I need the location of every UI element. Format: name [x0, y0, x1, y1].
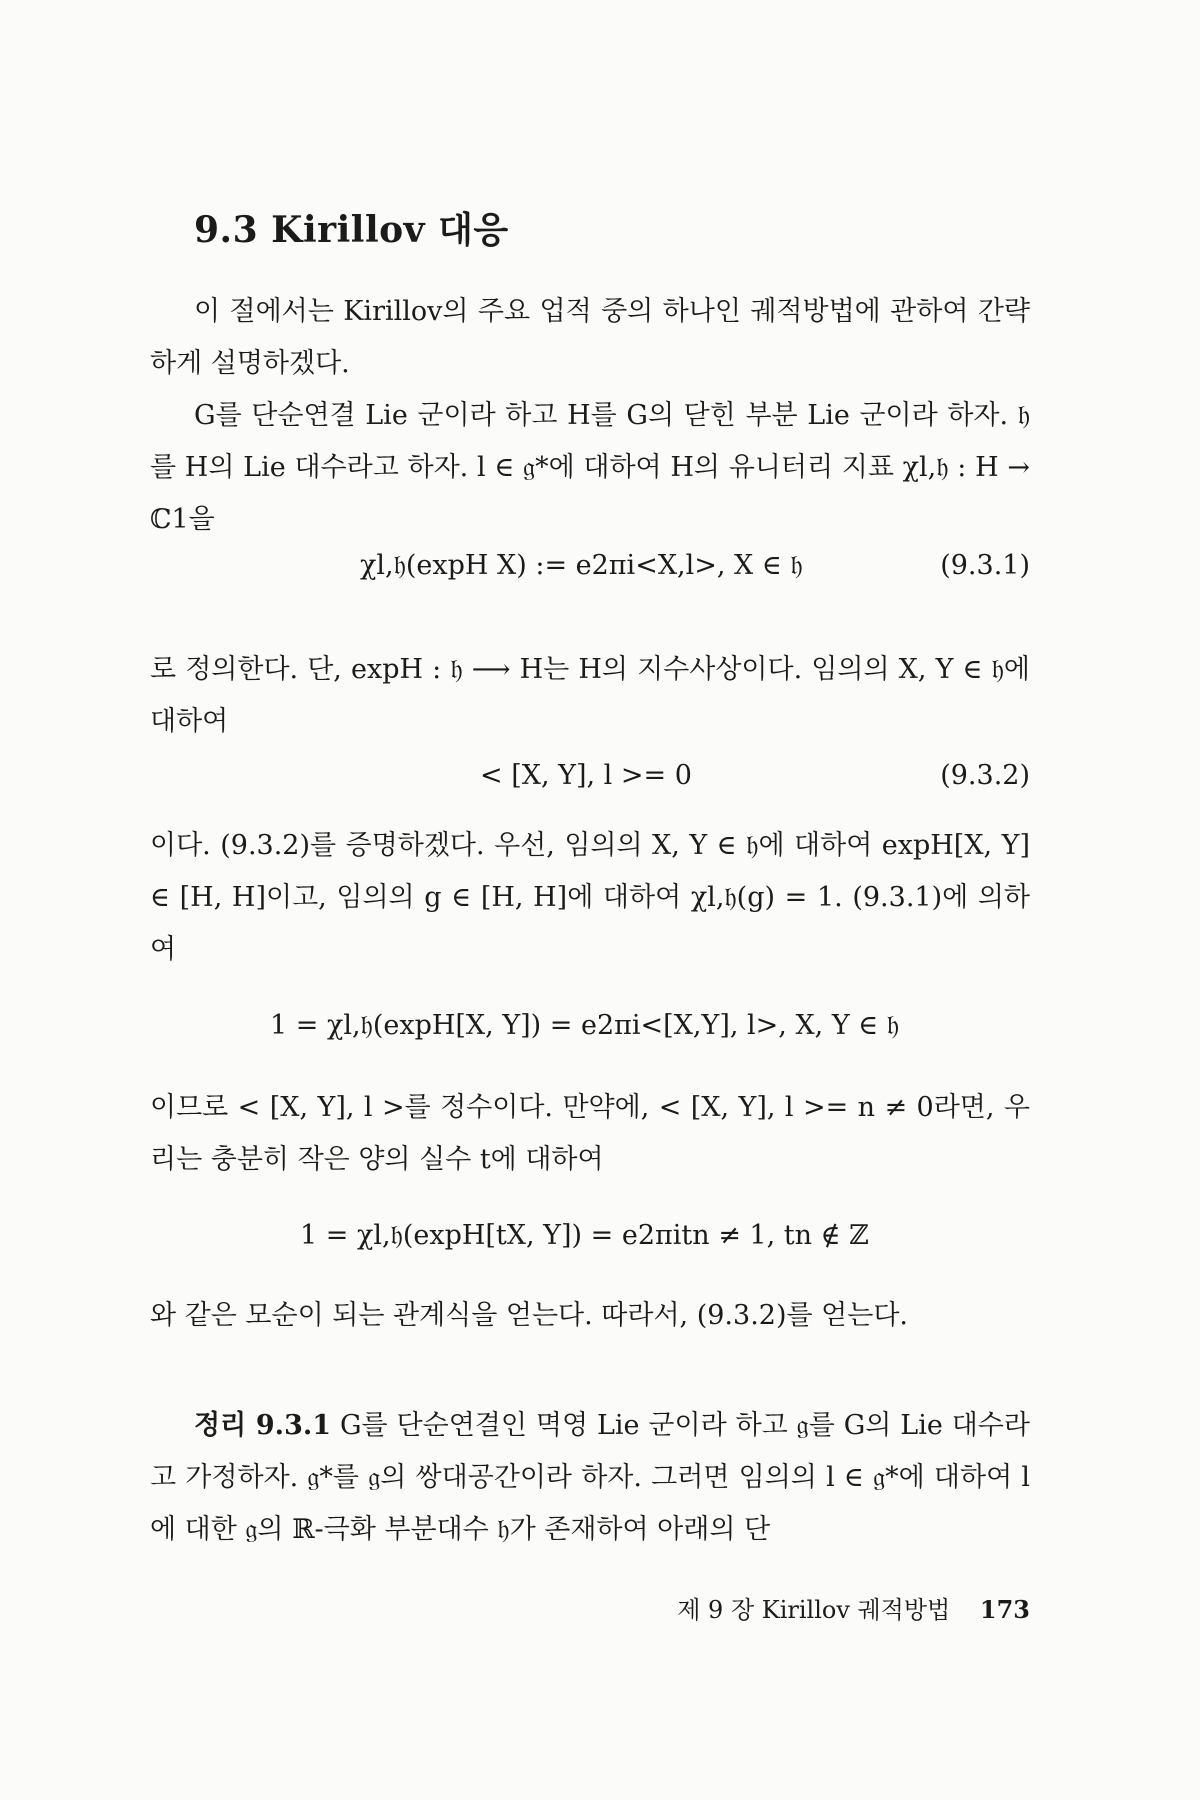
paragraph-definition: 로 정의한다. 단, expH : 𝔥 ⟶ H는 H의 지수사상이다. 임의의 X, Y ∈ 𝔥에 대하여 [150, 654, 1030, 737]
equation-9-3-2 [150, 750, 1030, 802]
theorem-label: 정리 9.3.1 [194, 1410, 332, 1441]
paragraph-intro: 이 절에서는 Kirillov의 주요 업적 중의 하나인 궤적방법에 관하여 간략하게 설명하겠다. [150, 296, 1030, 379]
paragraph-setup: G를 단순연결 Lie 군이라 하고 H를 G의 닫힌 부분 Lie 군이라 하자. 𝔥를 H의 Lie 대수라고 하자. l ∈ 𝔤*에 대하여 H의 유니터리 지표 χl,𝔥 : H → ℂ1을 [150, 400, 1030, 535]
equation-expression: 1 = χl,𝔥(expH[X, Y]) = e2πi<[X,Y], l>, X, Y ∈ 𝔥 [270, 1010, 900, 1041]
equation-expression: 1 = χl,𝔥(expH[tX, Y]) = e2πitn ≠ 1, tn ∉ ℤ [300, 1220, 869, 1251]
paragraph-integer: 이므로 < [X, Y], l >를 정수이다. 만약에, < [X, Y], l >= n ≠ 0라면, 우리는 충분히 작은 양의 실수 t에 대하여 [150, 1092, 1030, 1175]
equation-number: (9.3.2) [940, 760, 1030, 791]
equation-number: (9.3.1) [940, 550, 1030, 581]
paragraph-conclusion: 와 같은 모순이 되는 관계식을 얻는다. 따라서, (9.3.2)를 얻는다. [150, 1300, 908, 1331]
theorem-9-3-1 [150, 1400, 1030, 1556]
equation-9-3-1 [150, 540, 1030, 592]
running-header: 제 9 장 Kirillov 궤적방법 [677, 1596, 951, 1624]
equation-expression: < [X, Y], l >= 0 [480, 760, 692, 791]
theorem-text: G를 단순연결인 멱영 Lie 군이라 하고 𝔤를 G의 Lie 대수라고 가정하자. 𝔤*를 𝔤의 쌍대공간이라 하자. 그러면 임의의 l ∈ 𝔤*에 대하여 l에 대한 𝔤의 ℝ-극화 부분대수 𝔥가 존재하여 아래의 단 [150, 1410, 1030, 1545]
section-title: 9.3 Kirillov 대응 [194, 209, 509, 251]
page-footer [677, 1590, 1030, 1625]
equation-expression: χl,𝔥(expH X) := e2πi<X,l>, X ∈ 𝔥 [360, 550, 803, 581]
equation-character-commutator [150, 1000, 1030, 1052]
page-number: 173 [979, 1595, 1030, 1624]
paragraph-proof: 이다. (9.3.2)를 증명하겠다. 우선, 임의의 X, Y ∈ 𝔥에 대하여 expH[X, Y] ∈ [H, H]이고, 임의의 g ∈ [H, H]에 대하여 χl,𝔥(g) = 1. (9.3.1)에 의하여 [150, 830, 1030, 965]
equation-contradiction [150, 1210, 1030, 1262]
